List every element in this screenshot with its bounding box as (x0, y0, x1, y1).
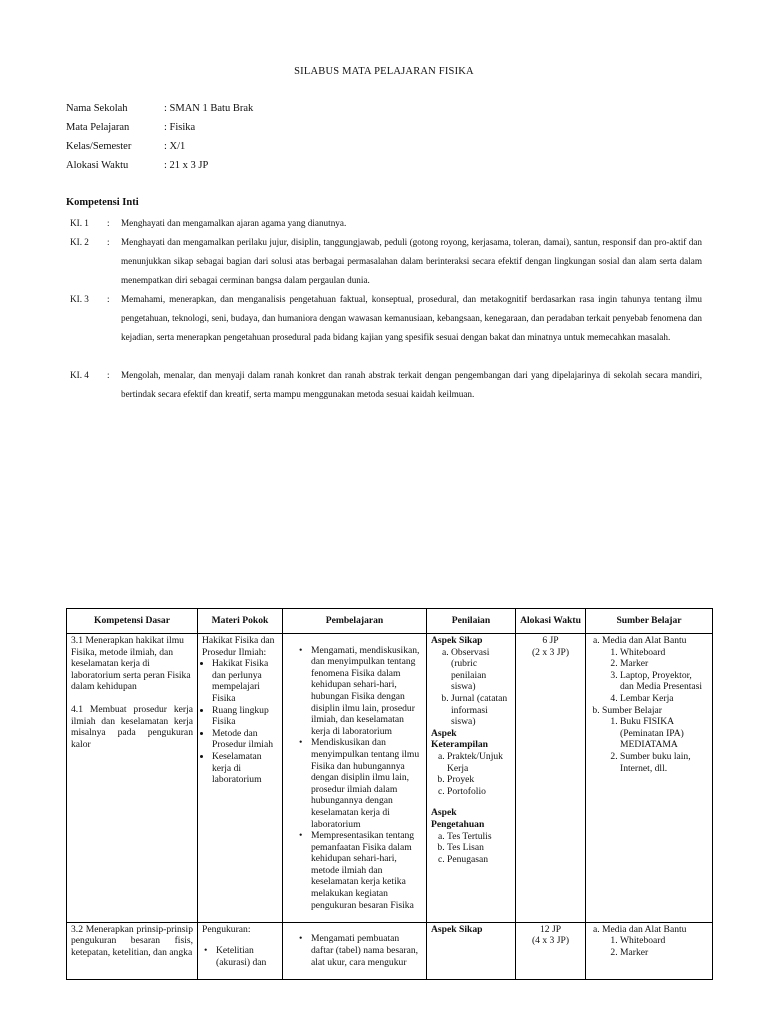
list-item: • Keselamatan kerja di laboratorium (212, 751, 278, 786)
info-row-subject (66, 122, 195, 133)
ki-colon: : (107, 370, 110, 380)
list-item: 2. Sumber buku lain, Internet, dll. (620, 751, 708, 774)
table-row (67, 922, 713, 979)
ki-text: Menghayati dan mengamalkan perilaku jujur, disiplin, tanggungjawab, peduli (gotong royong, kerjasama, toleran, damai), santun, responsif dan pro-aktif dan menunjukkan sikap sebagai bagian dari solusi atas berbagai permasalahan dalam berinteraksi secara efektif dengan lingkungan sosial dan alam serta dalam menempatkan diri sebagai cerminan bangsa dalam pergaulan dunia. (121, 237, 702, 285)
sumber-b-title: Sumber Belajar (602, 704, 662, 716)
kompetensi-inti-heading: Kompetensi Inti (66, 197, 139, 208)
alokasi-detail: (4 x 3 JP) (531, 935, 570, 947)
info-label: Alokasi Waktu (66, 160, 129, 171)
list-item: 1. Whiteboard (620, 647, 708, 659)
kd-text: 3.1 Menerapkan hakikat ilmu Fisika, metode ilmiah, dan keselamatan kerja di laboratorium serta peran Fisika dalam kehidupan (71, 635, 191, 693)
table-row (67, 634, 713, 923)
document-title: SILABUS MATA PELAJARAN FISIKA (294, 66, 474, 77)
list-item: • Mengamati pembuatan daftar (tabel) nama besaran, alat ukur, cara mengukur (311, 933, 422, 968)
sumber-group-a (602, 924, 708, 959)
info-row-class (66, 141, 185, 152)
cell-kompetensi-dasar (67, 634, 198, 923)
ki-text: Mengolah, menalar, dan menyaji dalam ranah konkret dan ranah abstrak terkait dengan pengembangan dari yang dipelajarinya di sekolah secara mandiri, bertindak secara efektif dan kreatif, serta mampu menggunakan metoda sesuai kaidah keilmuan. (121, 370, 702, 399)
list-item: b. Proyek (447, 774, 511, 786)
ki-colon: : (107, 218, 110, 228)
header-pembelajaran: Pembelajaran (283, 609, 427, 634)
ki-code: KI. 4 (70, 370, 89, 380)
ki-colon: : (107, 237, 110, 247)
list-item: 4. Lembar Kerja (620, 693, 708, 705)
ki-item-3 (70, 290, 702, 347)
info-label: Nama Sekolah (66, 103, 128, 114)
list-item: 2. Marker (620, 658, 708, 670)
header-alokasi-waktu: Alokasi Waktu (516, 609, 586, 634)
ki-code: KI. 2 (70, 237, 89, 247)
cell-materi-pokok (198, 922, 283, 979)
list-item: 3. Laptop, Proyektor, dan Media Presentasi (620, 670, 708, 693)
cell-alokasi-waktu (516, 922, 586, 979)
info-row-time (66, 160, 208, 171)
ki-colon: : (107, 294, 110, 304)
list-item: 1. Whiteboard (620, 935, 708, 947)
info-label: Kelas/Semester (66, 141, 132, 152)
aspek-sikap-title: Aspek Sikap (431, 635, 483, 646)
aspek-sikap-title: Aspek Sikap (431, 923, 483, 935)
list-item: b. Jurnal (catatan informasi siswa) (451, 693, 511, 728)
ki-code: KI. 1 (70, 218, 89, 228)
list-item: c. Portofolio (447, 786, 511, 798)
list-item: b. Tes Lisan (447, 842, 511, 854)
list-item: 1. Buku FISIKA (Peminatan IPA) MEDIATAMA (620, 716, 708, 751)
list-item: • Mendiskusikan dan menyimpulkan tentang ilmu Fisika dan hubungannya dengan disiplin ilmu lain, prosedur ilmiah dalam hubungannya dengan keselamatan kerja di laboratorium (311, 737, 422, 830)
cell-pembelajaran (283, 922, 427, 979)
sumber-a-title: Media dan Alat Bantu (602, 635, 687, 646)
alokasi-jp: 6 JP (542, 635, 559, 646)
materi-title: Pengukuran: (202, 923, 251, 935)
header-materi-pokok: Materi Pokok (198, 609, 283, 634)
ki-item-4 (70, 366, 702, 404)
alokasi-detail: (2 x 3 JP) (531, 646, 570, 658)
sumber-group-b (602, 705, 708, 775)
list-item: • Ruang lingkup Fisika (212, 705, 278, 728)
info-value: : 21 x 3 JP (164, 160, 209, 171)
list-item: • Metode dan Prosedur ilmiah (212, 728, 278, 751)
info-value: : X/1 (164, 141, 186, 152)
header-sumber-belajar: Sumber Belajar (586, 609, 713, 634)
ki-text: Memahami, menerapkan, dan menganalisis pengetahuan faktual, konseptual, prosedural, dan metakognitif berdasarkan rasa ingin tahunya tentang ilmu pengetahuan, teknologi, seni, budaya, dan humaniora dengan wawasan kemanusiaan, kebangsaan, kenegaraan, dan peradaban terkait penyebab fenomena dan kejadian, serta menerapkan pengetahuan prosedural pada bidang kajian yang spesifik sesuai dengan bakat dan minatnya untuk memecahkan masalah. (121, 294, 702, 342)
cell-materi-pokok (198, 634, 283, 923)
ki-item-1 (70, 214, 702, 233)
cell-sumber-belajar (586, 634, 713, 923)
cell-alokasi-waktu (516, 634, 586, 923)
aspek-pengetahuan-title: Aspek Pengetahuan (431, 807, 485, 830)
cell-penilaian (427, 634, 516, 923)
kd-text: 4.1 Membuat prosedur kerja ilmiah dan keselamatan kerja misalnya pada pengukuran kalor (71, 703, 193, 750)
list-item: a. Praktek/Unjuk Kerja (447, 751, 511, 774)
list-item: c. Penugasan (447, 854, 511, 866)
sumber-group-a (602, 635, 708, 705)
list-item: a. Tes Tertulis (447, 831, 511, 843)
header-kompetensi-dasar: Kompetensi Dasar (67, 609, 198, 634)
list-item: • Mempresentasikan tentang pemanfaatan Fisika dalam kehidupan sehari-hari, metode ilmiah dan keselamatan kerja ketika melakukan kegiatan pengukuran besaran Fisika (311, 830, 422, 911)
header-penilaian: Penilaian (427, 609, 516, 634)
list-item: • Mengamati, mendiskusikan, dan menyimpulkan tentang fenomena Fisika dalam kehidupan sehari-hari, hubungan Fisika dengan disiplin ilmu lain, prosedur ilmiah, dan keselamatan kerja di laboratorium (311, 645, 422, 738)
list-item: • Hakikat Fisika dan perlunya mempelajari Fisika (212, 658, 278, 704)
info-row-school (66, 103, 253, 114)
cell-pembelajaran (283, 634, 427, 923)
list-item: 2. Marker (620, 947, 708, 959)
list-item: a. Observasi (rubric penilaian siswa) (451, 647, 511, 693)
table-header-row (67, 609, 713, 634)
kd-text: 3.2 Menerapkan prinsip-prinsip pengukuran besaran fisis, ketepatan, ketelitian, dan angka (71, 923, 193, 959)
info-label: Mata Pelajaran (66, 122, 130, 133)
ki-code: KI. 3 (70, 294, 89, 304)
aspek-keterampilan-title: Aspek Keterampilan (431, 727, 489, 751)
info-value: : Fisika (164, 122, 196, 133)
cell-penilaian (427, 922, 516, 979)
sumber-a-title: Media dan Alat Bantu (602, 923, 687, 935)
ki-text: Menghayati dan mengamalkan ajaran agama yang dianutnya. (121, 218, 347, 228)
ki-item-2 (70, 233, 702, 290)
alokasi-jp: 12 JP (539, 923, 562, 935)
info-value: : SMAN 1 Batu Brak (164, 103, 254, 114)
cell-kompetensi-dasar (67, 922, 198, 979)
cell-sumber-belajar (586, 922, 713, 979)
materi-title: Hakikat Fisika dan Prosedur Ilmiah: (202, 635, 275, 658)
syllabus-table (66, 608, 713, 980)
list-item: • Ketelitian (akurasi) dan (216, 945, 278, 968)
